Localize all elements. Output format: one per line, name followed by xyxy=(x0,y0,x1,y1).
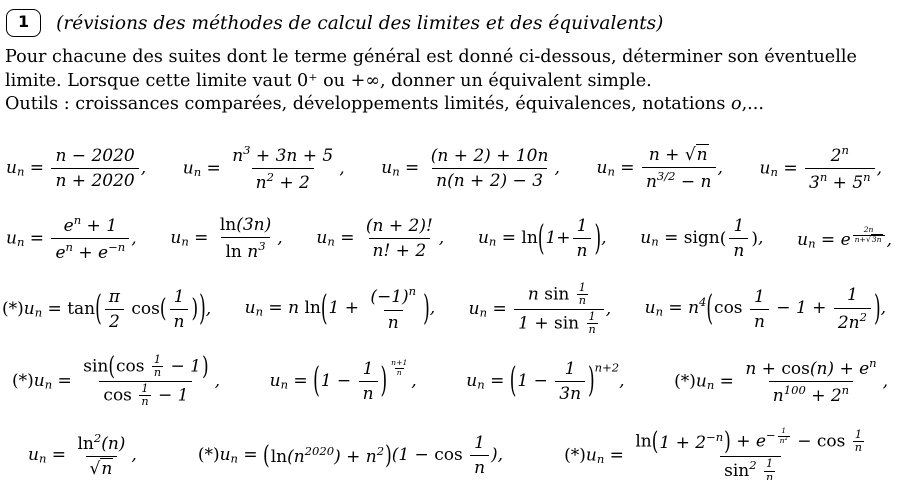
exercise-number: 1 xyxy=(18,12,30,32)
formula-row-5 xyxy=(0,426,898,480)
instructions xyxy=(0,46,898,117)
formula-row-3 xyxy=(0,281,898,338)
formula: $u_n$ = sign ( $\frac{1}{n}$ ) , xyxy=(640,214,763,263)
exercise-number-badge xyxy=(6,9,41,36)
formula: $u_n = \ln$ ( 1+ $\frac{1}{n}$ ) , xyxy=(478,214,607,263)
formula: $(*)u_n = \tan$ ( $\frac{\pi}{2}$ cos ( $\frac{1}{n}$ ) ) , xyxy=(2,285,211,334)
formula: $u_n$ = $\frac{\ln^2(n)}{√n}$ , xyxy=(28,430,137,480)
sqrt-radical: √ xyxy=(89,459,101,480)
instructions-line-1: Pour chacune des suites dont le terme général est donné ci-dessous, déterminer son éventuelle xyxy=(5,47,857,67)
instructions-line-2: limite. Lorsque cette limite vaut 0⁺ ou +∞, donner un équivalent simple. xyxy=(5,70,652,91)
formula: $u_n = e$ $^{\frac{2n}{n+√3n}}$ , xyxy=(797,225,892,252)
formula-row-2 xyxy=(0,212,898,266)
formula-row-1 xyxy=(0,142,898,196)
instructions-line-3-text: Outils : croissances comparées, développements limités, équivalences, notations xyxy=(5,94,731,114)
sqrt-radical: √ xyxy=(684,144,696,165)
sqrt-radical: √ xyxy=(865,234,871,244)
formula: $u_n$ = n sin $\frac{1}{n}$ 1 + sin $\frac{1}{n}$ , xyxy=(468,280,612,337)
formula: $u_n$ = $\frac{n + √n}{n^{3/2} - n}$ , xyxy=(596,143,722,194)
notation-o-symbol: o xyxy=(731,94,742,114)
exercise-subtitle: (révisions des méthodes de calcul des limites et des équivalents) xyxy=(56,12,664,34)
formula-row-4 xyxy=(0,353,898,410)
formula: $u_n$ = ( 1 − $\frac{1}{n}$ ) $^{\frac{n+1}{n}}$ , xyxy=(270,357,417,406)
formula: $u_n$ = $\frac{n^3 + 3n + 5}{n^2 + 2}$ , xyxy=(183,142,345,196)
formula: $u_n$ = $\frac{(n + 2) + 10n}{n(n + 2) - 3}$ , xyxy=(381,144,560,193)
formula: $u_n = n^4$ ( cos $\frac{1}{n}$ − 1 + $\frac{1}{2n^2}$ ) , xyxy=(645,283,886,334)
exercise-header xyxy=(0,7,898,39)
instructions-line-3 xyxy=(5,93,898,117)
formula: $u_n$ = $\frac{\ln(3n)}{\ln n^3}$ , xyxy=(170,213,282,264)
formula: $(*)u_n$ = ln ( $1 + 2^{-n}$ ) + $e^{- \frac{1}{n^2}}$ − cos $\frac{1}{n}$ $\sin^2$ $\frac{1}{n}$ xyxy=(564,426,872,480)
formula: $(*)u_n$ = $\frac{n + \cos(n) + e^n}{n^{100} + 2^n}$ , xyxy=(674,355,888,409)
formula: $u_n$ = $\frac{e^n + 1}{e^n + e^{-n}}$ , xyxy=(6,212,137,266)
formula: $(*)u_n$ = ( $\ln(n^{2020}) + n^2$ ) (1 − cos $\frac{1}{n}$ ), xyxy=(198,431,503,480)
formula: $u_n$ = $\frac{n - 2020}{n + 2020}$ , xyxy=(6,144,146,193)
formula: $u_n$ = $\frac{2^n}{3^n + 5^n}$ , xyxy=(760,142,882,196)
formula: $u_n$ = $\frac{(n + 2)!}{n! + 2}$ , xyxy=(316,214,444,263)
formula: $u_n = n$ ln ( 1 + $\frac{(-1)^n}{n}$ ) , xyxy=(245,283,436,334)
formula: $u_n$ = ( 1 − $\frac{1}{3n}$ ) $^{n+2}$, xyxy=(466,357,624,406)
formula: $(*)u_n$ = sin ( cos $\frac{1}{n}$ − 1 ) cos $\frac{1}{n}$ − 1 , xyxy=(12,351,221,409)
instructions-line-3-ellipsis: ,... xyxy=(741,94,764,114)
